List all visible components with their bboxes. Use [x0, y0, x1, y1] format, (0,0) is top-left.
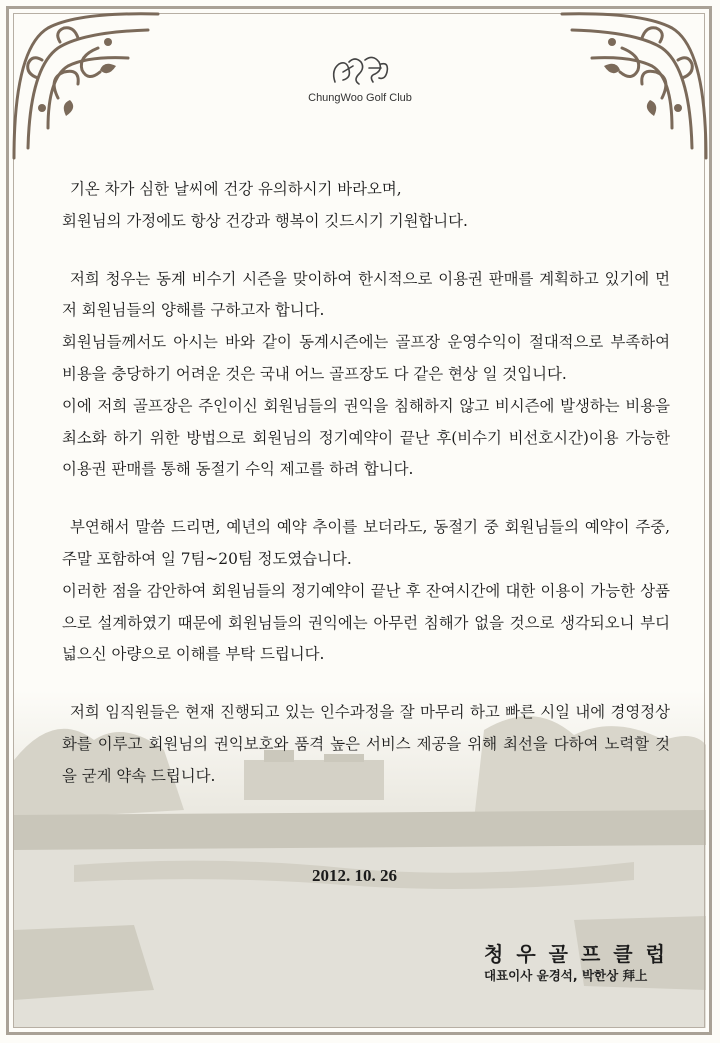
- paragraph-understanding: 이러한 점을 감안하여 회원님들의 정기예약이 끝난 후 잔여시간에 대한 이용이 가능한 상품으로 설계하였기 때문에 회원님들의 권익에는 아무런 침해가 없을 것으로 생각되오니 부디 넓으신 아량으로 이해를 부탁 드립니다.: [62, 581, 670, 664]
- club-logo: [300, 52, 420, 104]
- letter-body: [62, 174, 670, 793]
- paragraph-plan: 저희 청우는 동계 비수기 시즌을 맞이하여 한시적으로 이용권 판매를 계획하고 있기에 먼저 회원님들의 양해를 구하고자 합니다.: [62, 269, 670, 320]
- paragraph-promise: 저희 임직원들은 현재 진행되고 있는 인수과정을 잘 마무리 하고 빠른 시일 내에 경영정상화를 이루고 회원님의 권익보호와 품격 높은 서비스 제공을 위해 최선을 다하여 노력할 것을 굳게 약속 드립니다.: [62, 703, 670, 785]
- club-name-signature: 청우골프클럽: [484, 942, 678, 966]
- paragraph-reservations: 부연해서 말씀 드리면, 예년의 예약 추이를 보더라도, 동절기 중 회원님들의 예약이 주중, 주말 포함하여 일 7팀~20팀 정도였습니다.: [62, 518, 670, 568]
- signers-line: 대표이사 윤경석, 박한상 拜上: [484, 968, 648, 983]
- corner-ornament-top-right: [552, 8, 712, 168]
- paragraph-method: 이에 저희 골프장은 주인이신 회원님들의 권익을 침해하지 않고 비시즌에 발생하는 비용을 최소화 하기 위한 방법으로 회원님의 정기예약이 끝난 후(비수기 비선호시간)이용 가능한 이용권 판매를 통해 동절기 수익 제고를 하려 합니다.: [62, 396, 670, 479]
- letter-date: 2012. 10. 26: [312, 866, 397, 885]
- golf-club-emblem-icon: [325, 52, 395, 90]
- club-logo-text: ChungWoo Golf Club: [308, 92, 412, 104]
- corner-ornament-top-left: [8, 8, 168, 168]
- greeting-line-1: 기온 차가 심한 날씨에 건강 유의하시기 바라오며,: [70, 180, 402, 198]
- paragraph-revenue: 회원님들께서도 아시는 바와 같이 동계시즌에는 골프장 운영수익이 절대적으로 부족하여 비용을 충당하기 어려운 것은 국내 어느 골프장도 다 같은 현상 일 것입니다.: [62, 333, 670, 383]
- greeting-line-2: 회원님의 가정에도 항상 건강과 행복이 깃드시기 기원합니다.: [62, 211, 468, 230]
